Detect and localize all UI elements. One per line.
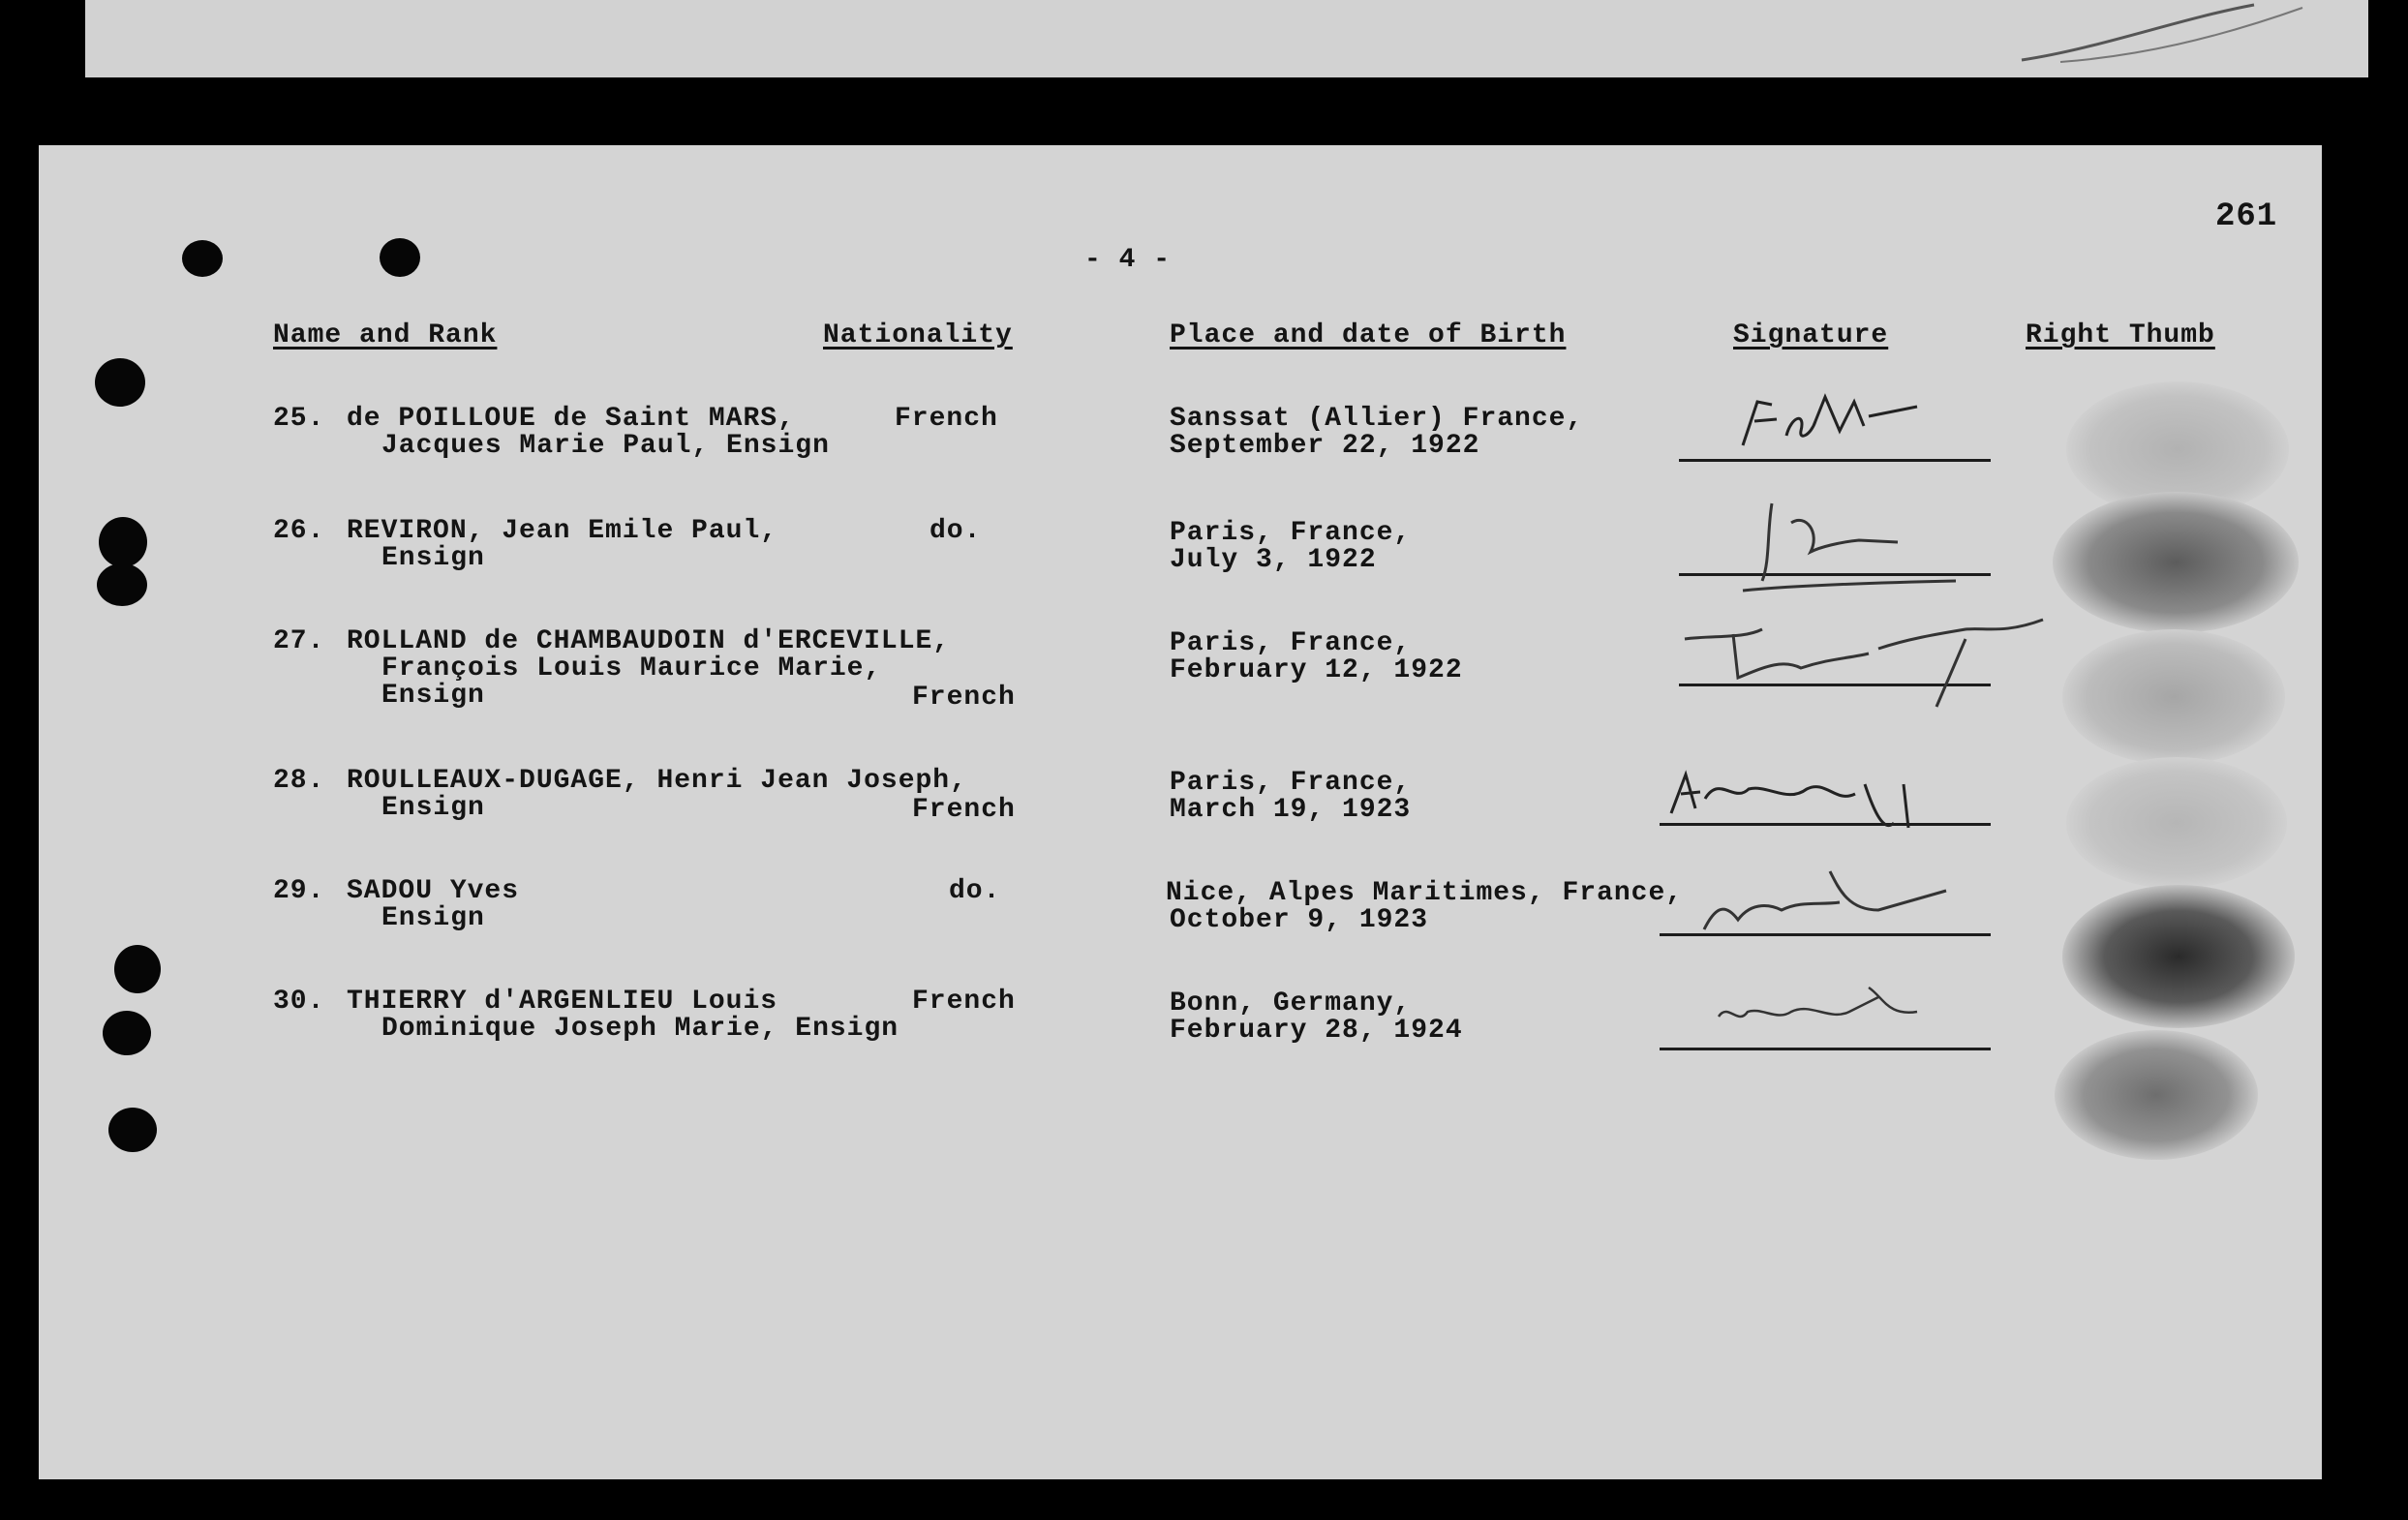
- entry-birth-place: Paris, France,: [1170, 768, 1412, 798]
- punch-hole: [99, 517, 147, 567]
- entry-birth-place: Sanssat (Allier) France,: [1170, 404, 1584, 434]
- entry-birth-date: February 12, 1922: [1170, 655, 1463, 685]
- entry-name-line: Ensign: [381, 793, 485, 823]
- entry-birth-place: Paris, France,: [1170, 628, 1412, 658]
- thumbprint: [2055, 1030, 2258, 1160]
- entry-nationality: French: [895, 404, 998, 434]
- entry-birth-date: October 9, 1923: [1170, 905, 1429, 935]
- punch-hole: [108, 1108, 157, 1152]
- punch-hole: [103, 1011, 151, 1055]
- signature-line: [1660, 1048, 1991, 1050]
- entry-name-line: Dominique Joseph Marie, Ensign: [381, 1014, 899, 1044]
- punch-hole: [95, 358, 145, 407]
- entry-name-line: Jacques Marie Paul, Ensign: [381, 431, 830, 461]
- entry-name-line: REVIRON, Jean Emile Paul,: [347, 516, 778, 546]
- page-marker: - 4 -: [1084, 245, 1172, 275]
- entry-number: 25.: [273, 404, 325, 434]
- entry-nationality: French: [912, 795, 1016, 825]
- entry-name-line: SADOU Yves: [347, 876, 520, 906]
- entry-birth-date: July 3, 1922: [1170, 545, 1377, 575]
- previous-sheet-scribble: [85, 0, 2368, 77]
- entry-number: 29.: [273, 876, 325, 906]
- punch-hole: [114, 945, 161, 993]
- entry-name-line: THIERRY d'ARGENLIEU Louis: [347, 987, 778, 1017]
- handwritten-signature: [1714, 494, 2033, 610]
- entry-birth-date: September 22, 1922: [1170, 431, 1480, 461]
- entry-name-line: Ensign: [381, 681, 485, 711]
- header-signature: Signature: [1733, 320, 1889, 350]
- thumbprint: [2062, 885, 2295, 1028]
- thumbprint: [2066, 757, 2287, 889]
- entry-birth-place: Bonn, Germany,: [1170, 988, 1412, 1018]
- entry-number: 26.: [273, 516, 325, 546]
- punch-hole: [380, 238, 420, 277]
- document-sheet: [39, 145, 2322, 1479]
- entry-birth-date: February 28, 1924: [1170, 1016, 1463, 1046]
- punch-hole: [97, 563, 147, 606]
- entry-nationality: do.: [949, 876, 1001, 906]
- handwritten-signature: [1685, 852, 1975, 949]
- handwritten-signature: [1704, 968, 1956, 1046]
- sheet-number: 261: [2215, 198, 2278, 235]
- handwritten-signature: [1733, 378, 1956, 465]
- header-thumb: Right Thumb: [2026, 320, 2215, 350]
- header-name-rank: Name and Rank: [273, 320, 498, 350]
- entry-birth-place: Nice, Alpes Maritimes, France,: [1166, 878, 1684, 908]
- previous-sheet-strip: [85, 0, 2368, 77]
- thumbprint: [2062, 629, 2285, 765]
- entry-name-line: ROULLEAUX-DUGAGE, Henri Jean Joseph,: [347, 766, 967, 796]
- entry-number: 30.: [273, 987, 325, 1017]
- entry-name-line: Ensign: [381, 903, 485, 933]
- header-place-date: Place and date of Birth: [1170, 320, 1567, 350]
- header-nationality: Nationality: [823, 320, 1013, 350]
- entry-birth-place: Paris, France,: [1170, 518, 1412, 548]
- entry-number: 27.: [273, 626, 325, 656]
- entry-name-line: ROLLAND de CHAMBAUDOIN d'ERCEVILLE,: [347, 626, 951, 656]
- entry-nationality: do.: [930, 516, 982, 546]
- entry-nationality: French: [912, 987, 1016, 1017]
- entry-name-line: François Louis Maurice Marie,: [381, 654, 882, 684]
- entry-name-line: Ensign: [381, 543, 485, 573]
- entry-name-line: de POILLOUE de Saint MARS,: [347, 404, 795, 434]
- entry-birth-date: March 19, 1923: [1170, 795, 1412, 825]
- entry-number: 28.: [273, 766, 325, 796]
- thumbprint: [2053, 492, 2299, 633]
- entry-nationality: French: [912, 683, 1016, 713]
- handwritten-signature: [1661, 745, 1971, 842]
- punch-hole: [182, 240, 223, 277]
- handwritten-signature: [1675, 600, 2062, 716]
